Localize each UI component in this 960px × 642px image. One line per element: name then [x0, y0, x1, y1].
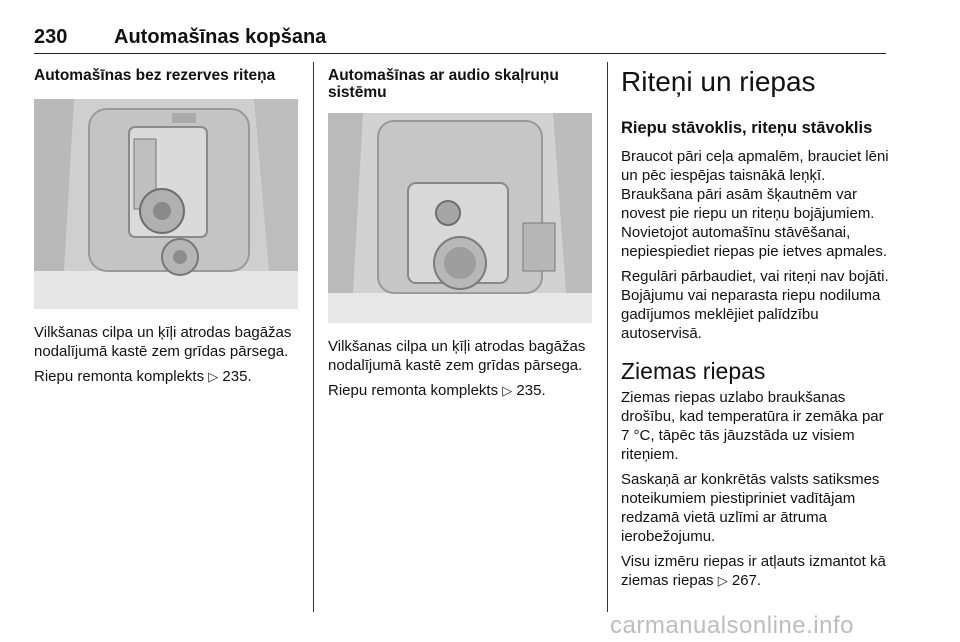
- paragraph-check-wheels: Regulāri pārbaudiet, vai riteņi nav bojāti. Bojājumu vai neparasta riepu nodiluma gadījumos meklējiet palīdzību autoservisā.: [621, 268, 889, 342]
- trunk-photo-no-spare-wheel: [34, 99, 298, 309]
- column-3: [621, 64, 896, 596]
- page-number: 230: [34, 26, 68, 48]
- section-title-winter-tyres: Ziemas riepas: [621, 358, 766, 384]
- paragraph-tow-eye-location-2: Vilkšanas cilpa un ķīļi atrodas bagāžas nodalījumā kastē zem grīdas pārsega.: [328, 338, 586, 374]
- paragraph-all-sizes: [621, 552, 896, 590]
- subsection-title-tyre-condition: Riepu stāvoklis, riteņu stāvoklis: [621, 119, 873, 137]
- repair-kit-page-link[interactable]: 235.: [222, 368, 252, 385]
- column-1: [34, 64, 304, 392]
- section-heading-audio-speaker: Automašīnas ar audio skaļruņu sistēmu: [328, 67, 559, 101]
- paragraph-winter-tyres-safety: Ziemas riepas uzlabo braukšanas drošību, kad temperatūra ir zemāka par 7 °C, tāpēc tās jāuzstāda uz visiem riteņiem.: [621, 389, 884, 463]
- header-divider: [34, 53, 886, 54]
- watermark: carmanualsonline.info: [610, 612, 854, 639]
- column-2: [328, 64, 596, 406]
- section-title-wheels-and-tyres: Riteņi un riepas: [621, 66, 816, 97]
- paragraph-repair-kit: [34, 367, 304, 386]
- repair-kit-page-link-2[interactable]: 235.: [516, 382, 546, 399]
- all-sizes-text: Visu izmēru riepas ir atļauts izmantot kā ziemas riepas: [621, 553, 886, 589]
- tyre-size-page-link[interactable]: 267.: [731, 572, 762, 589]
- page-reference-icon: ▷: [208, 369, 219, 384]
- paragraph-speed-sticker: Saskaņā ar konkrētās valsts satiksmes noteikumiem piestipriniet vadītājam redzamā vietā uzlīmi ar ātruma ierobežojumu.: [621, 471, 880, 545]
- trunk-photo-audio-speaker: [328, 113, 592, 323]
- repair-kit-text: Riepu remonta komplekts: [34, 368, 209, 385]
- page-reference-icon: ▷: [717, 573, 728, 588]
- section-heading-no-spare-wheel: Automašīnas bez rezerves riteņa: [34, 67, 276, 84]
- chapter-title: Automašīnas kopšana: [114, 26, 327, 48]
- repair-kit-text-2: Riepu remonta komplekts: [328, 382, 503, 399]
- paragraph-repair-kit-2: [328, 381, 596, 400]
- paragraph-curb-driving: Braucot pāri ceļa apmalēm, brauciet lēni un pēc iespējas taisnākā leņķī. Braukšana pāri asām šķautnēm var novest pie riepu un riteņu bojājumiem. Novietojot automašīnu stāvēšanai, nepiespiediet riepas pie ietves apmales.: [621, 148, 889, 260]
- column-divider-1: [313, 62, 314, 612]
- page-header: [34, 26, 886, 54]
- paragraph-tow-eye-location: Vilkšanas cilpa un ķīļi atrodas bagāžas nodalījumā kastē zem grīdas pārsega.: [34, 324, 292, 360]
- column-divider-2: [607, 62, 608, 612]
- page-reference-icon: ▷: [502, 383, 513, 398]
